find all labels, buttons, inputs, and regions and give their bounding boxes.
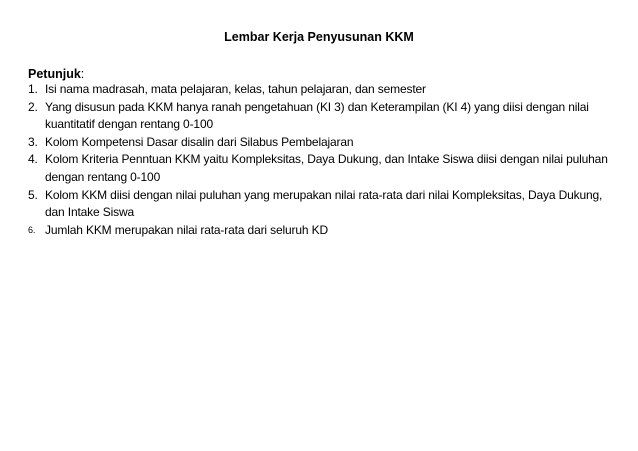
instruction-number: 4. <box>28 152 38 167</box>
instruction-text: Kolom Kompetensi Dasar disalin dari Silabus Pembelajaran <box>45 134 354 149</box>
instruction-item <box>28 99 618 134</box>
instruction-text: Kolom Kriteria Penntuan KKM yaitu Kompleksitas, Daya Dukung, dan Intake Siswa diisi dengan nilai puluhan dengan rentang 0-100 <box>45 152 608 184</box>
instruction-number: 5. <box>28 187 38 202</box>
document-title: Lembar Kerja Penyusunan KKM <box>224 30 414 44</box>
instruction-text: Kolom KKM diisi dengan nilai puluhan yang merupakan nilai rata-rata dari nilai Kompleksitas, Daya Dukung, dan Intake Siswa <box>45 187 603 220</box>
instruction-item <box>28 187 618 222</box>
instruction-text: Isi nama madrasah, mata pelajaran, kelas, tahun pelajaran, dan semester <box>45 82 426 96</box>
instruction-item <box>28 222 618 240</box>
section-label-colon: : <box>80 67 85 81</box>
instruction-number: 2. <box>28 99 38 114</box>
instruction-text: Jumlah KKM merupakan nilai rata-rata dari seluruh KD <box>45 222 328 237</box>
instruction-item <box>28 134 618 152</box>
instruction-number: 6. <box>28 224 36 235</box>
section-label <box>28 66 84 82</box>
instruction-text: Yang disusun pada KKM hanya ranah pengetahuan (KI 3) dan Keterampilan (KI 4) yang diisi dengan nilai kuantitatif dengan rentang 0-100 <box>45 99 589 132</box>
instruction-item <box>28 81 618 99</box>
instruction-item <box>28 151 618 186</box>
instructions-list <box>28 81 618 239</box>
instruction-number: 3. <box>28 134 38 149</box>
section-label-text: Petunjuk <box>28 67 81 81</box>
instruction-number: 1. <box>28 82 38 96</box>
